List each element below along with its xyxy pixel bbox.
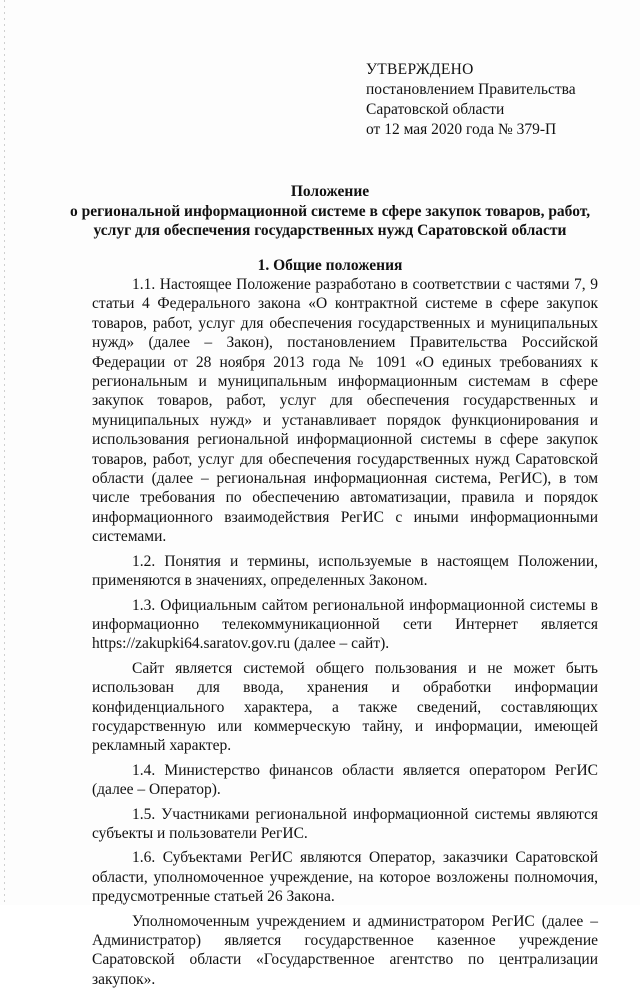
- approval-line: постановлением Правительства: [366, 81, 576, 98]
- document-subtitle-line: о региональной информационной системе в сфере закупок товаров, работ,: [70, 203, 591, 220]
- document-body: [92, 275, 598, 989]
- paragraph-site-note: Сайт является системой общего пользования и не может быть использован для ввода, хранения и обработки информации конфиденциального характера, а также сведений, составляющих государственную или коммерческую тайну, и информации, имеющей рекламный характер.: [92, 659, 598, 755]
- approval-stamp: [366, 60, 576, 140]
- approval-line: Саратовской области: [366, 101, 505, 118]
- approval-heading: УТВЕРЖДЕНО: [366, 61, 474, 78]
- approval-date: от 12 мая 2020 года № 379-П: [366, 121, 557, 138]
- scan-edge: [4, 0, 5, 905]
- paragraph-1-6: 1.6. Субъектами РегИС являются Оператор, заказчики Саратовской области, уполномоченное учреждение, на которое возложены полномочия, предусмотренные статьей 26 Закона.: [92, 849, 598, 906]
- document-title: Положение: [290, 183, 370, 200]
- section-heading: 1. Общие положения: [257, 257, 403, 274]
- paragraph-1-1: 1.1. Настоящее Положение разработано в соответствии с частями 7, 9 статьи 4 Федерального закона «О контрактной системе в сфере закупок товаров, работ, услуг для обеспечения государственных и муниципальных нужд» (далее – Закон), постановлением Правительства Российской Федерации от 28 ноября 2013 года № 1091 «О единых требованиях к региональным и муниципальным информационным системам в сфере закупок товаров, работ, услуг для обеспечения государственных и муниципальных нужд» и устанавливает порядок функционирования и использования региональной информационной системы в сфере закупок товаров, работ, услуг для обеспечения государственных нужд Саратовской области (далее – региональная информационная система, РегИС), в том числе требования по обеспечению автоматизации, правила и порядок информационного взаимодействия РегИС с иными информационными системами.: [92, 276, 598, 546]
- document-subtitle-line: услуг для обеспечения государственных нужд Саратовской области: [93, 222, 567, 239]
- paragraph-1-4: 1.4. Министерство финансов области является оператором РегИС (далее – Оператор).: [92, 761, 598, 799]
- paragraph-1-5: 1.5. Участниками региональной информационной системы являются субъекты и пользователи РегИС.: [92, 805, 598, 842]
- paragraph-1-3: 1.3. Официальным сайтом региональной информационной системы в информационно телекоммуникационной сети Интернет является https://zakupki64.saratov.gov.ru (далее – сайт).: [92, 596, 598, 653]
- paragraph-1-2: 1.2. Понятия и термины, используемые в настоящем Положении, применяются в значениях, определенных Законом.: [92, 552, 598, 590]
- paragraph-administrator: Уполномоченным учреждением и администратором РегИС (далее – Администратор) является государственное казенное учреждение Саратовской области «Государственное агентство по централизации закупок».: [92, 912, 598, 988]
